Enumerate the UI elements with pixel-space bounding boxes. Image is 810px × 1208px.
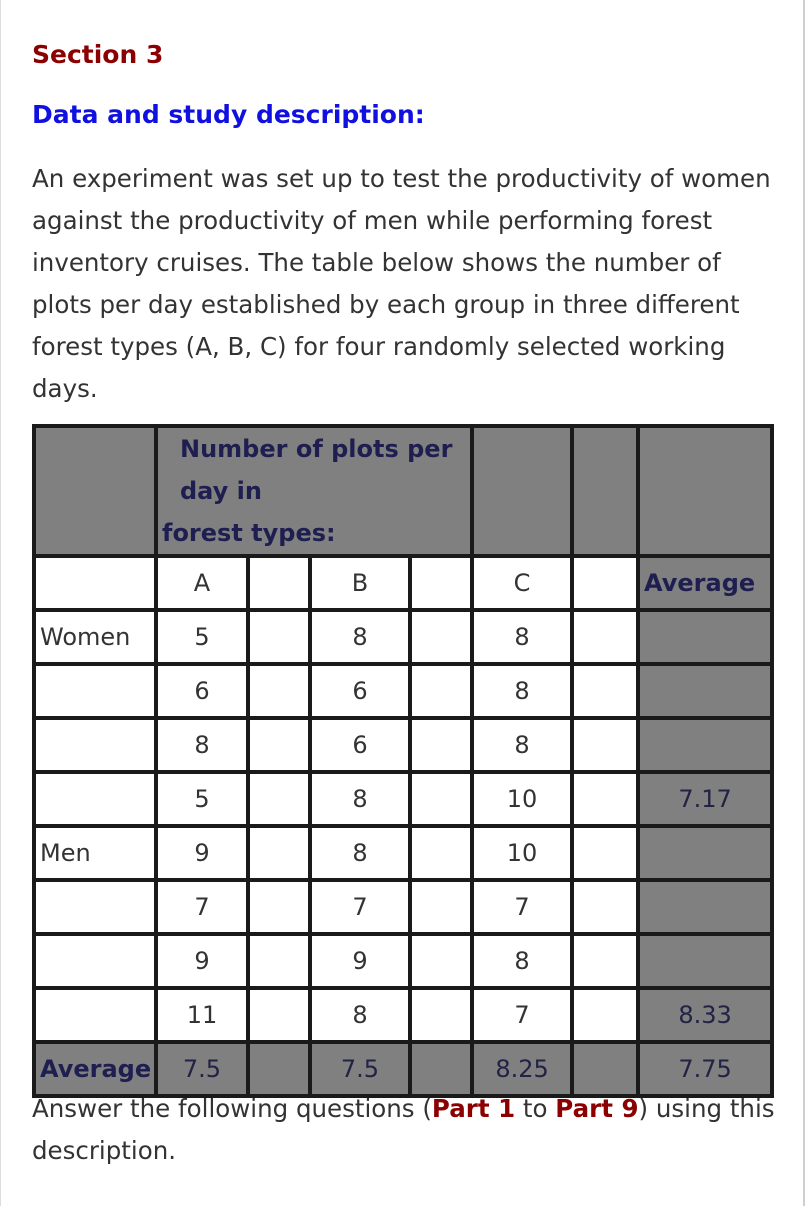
- row-label: Men: [34, 826, 156, 880]
- plots-per-day-table: [32, 424, 774, 1098]
- table-header-title: [156, 426, 472, 556]
- value-a: 9: [156, 934, 248, 988]
- table-cell: [248, 988, 310, 1042]
- table-cell: [410, 772, 472, 826]
- value-c: 10: [472, 826, 572, 880]
- value-b: 9: [310, 934, 410, 988]
- row-label: Women: [34, 610, 156, 664]
- table-header-row: [34, 426, 772, 556]
- table-cell: [34, 426, 156, 556]
- row-average: [638, 718, 772, 772]
- part-1-label: Part 1: [431, 1094, 516, 1123]
- table-cell: [248, 772, 310, 826]
- table-cell: [34, 556, 156, 610]
- study-description-heading: Data and study description:: [32, 100, 425, 129]
- table-cell: [572, 988, 638, 1042]
- table-cell: [410, 664, 472, 718]
- row-label: [34, 772, 156, 826]
- table-cell: [638, 426, 772, 556]
- value-c: 8: [472, 934, 572, 988]
- value-a: 9: [156, 826, 248, 880]
- value-a: 8: [156, 718, 248, 772]
- row-average: [638, 934, 772, 988]
- row-label: [34, 988, 156, 1042]
- value-c: 7: [472, 988, 572, 1042]
- value-a: 6: [156, 664, 248, 718]
- row-average: [638, 880, 772, 934]
- header-line-1: Number of plots per day in: [180, 435, 453, 505]
- row-average: [638, 664, 772, 718]
- average-b: 7.5: [310, 1042, 410, 1096]
- table-cell: [572, 772, 638, 826]
- value-c: 8: [472, 610, 572, 664]
- table-cell: [248, 880, 310, 934]
- table-row: [34, 610, 772, 664]
- table-row: [34, 934, 772, 988]
- table-cell: [572, 880, 638, 934]
- table-cell: [572, 610, 638, 664]
- table-cell: [248, 934, 310, 988]
- table-row: [34, 772, 772, 826]
- average-row-label: Average: [34, 1042, 156, 1096]
- men-average: 8.33: [638, 988, 772, 1042]
- row-label: [34, 718, 156, 772]
- table-cell: [410, 718, 472, 772]
- footer-suffix: ) using this description.: [32, 1094, 775, 1165]
- row-label: [34, 934, 156, 988]
- table-cell: [248, 826, 310, 880]
- value-a: 7: [156, 880, 248, 934]
- table-cell: [248, 664, 310, 718]
- women-average: 7.17: [638, 772, 772, 826]
- column-header-average: Average: [638, 556, 772, 610]
- table-row: [34, 880, 772, 934]
- footer-middle: to: [515, 1094, 556, 1123]
- table-cell: [572, 934, 638, 988]
- table-cell: [248, 556, 310, 610]
- section-title: Section 3: [32, 40, 164, 69]
- table-row: [34, 826, 772, 880]
- value-b: 8: [310, 772, 410, 826]
- row-average: [638, 610, 772, 664]
- value-b: 8: [310, 610, 410, 664]
- value-b: 8: [310, 988, 410, 1042]
- row-average: [638, 826, 772, 880]
- value-c: 8: [472, 718, 572, 772]
- value-c: 8: [472, 664, 572, 718]
- overall-average: 7.75: [638, 1042, 772, 1096]
- table-row: [34, 718, 772, 772]
- table-cell: [248, 610, 310, 664]
- value-c: 7: [472, 880, 572, 934]
- table-cell: [572, 826, 638, 880]
- value-b: 6: [310, 718, 410, 772]
- study-description-text: An experiment was set up to test the productivity of women against the productivity of men while performing forest inventory cruises. The table below shows the number of plots per day established by each group in three different forest types (A, B, C) for four randomly selected working days.: [32, 164, 771, 403]
- table-cell: [410, 988, 472, 1042]
- value-b: 7: [310, 880, 410, 934]
- value-b: 8: [310, 826, 410, 880]
- table-row: [34, 988, 772, 1042]
- column-header-a: A: [156, 556, 248, 610]
- table-cell: [248, 718, 310, 772]
- value-a: 11: [156, 988, 248, 1042]
- part-9-label: Part 9: [555, 1094, 639, 1123]
- table-cell: [410, 880, 472, 934]
- table-cell: [572, 718, 638, 772]
- row-label: [34, 880, 156, 934]
- table-cell: [472, 426, 572, 556]
- instructions-text: [32, 1088, 782, 1172]
- table-cell: [410, 826, 472, 880]
- table-row: [34, 664, 772, 718]
- value-a: 5: [156, 610, 248, 664]
- table-cell: [572, 426, 638, 556]
- table-column-header-row: [34, 556, 772, 610]
- header-line-2: forest types:: [162, 519, 336, 547]
- column-header-b: B: [310, 556, 410, 610]
- value-b: 6: [310, 664, 410, 718]
- average-a: 7.5: [156, 1042, 248, 1096]
- table-cell: [410, 934, 472, 988]
- value-c: 10: [472, 772, 572, 826]
- value-a: 5: [156, 772, 248, 826]
- table-cell: [572, 556, 638, 610]
- table-cell: [572, 664, 638, 718]
- row-label: [34, 664, 156, 718]
- table-cell: [410, 556, 472, 610]
- average-c: 8.25: [472, 1042, 572, 1096]
- footer-prefix: Answer the following questions (: [32, 1094, 432, 1123]
- column-header-c: C: [472, 556, 572, 610]
- table-cell: [410, 610, 472, 664]
